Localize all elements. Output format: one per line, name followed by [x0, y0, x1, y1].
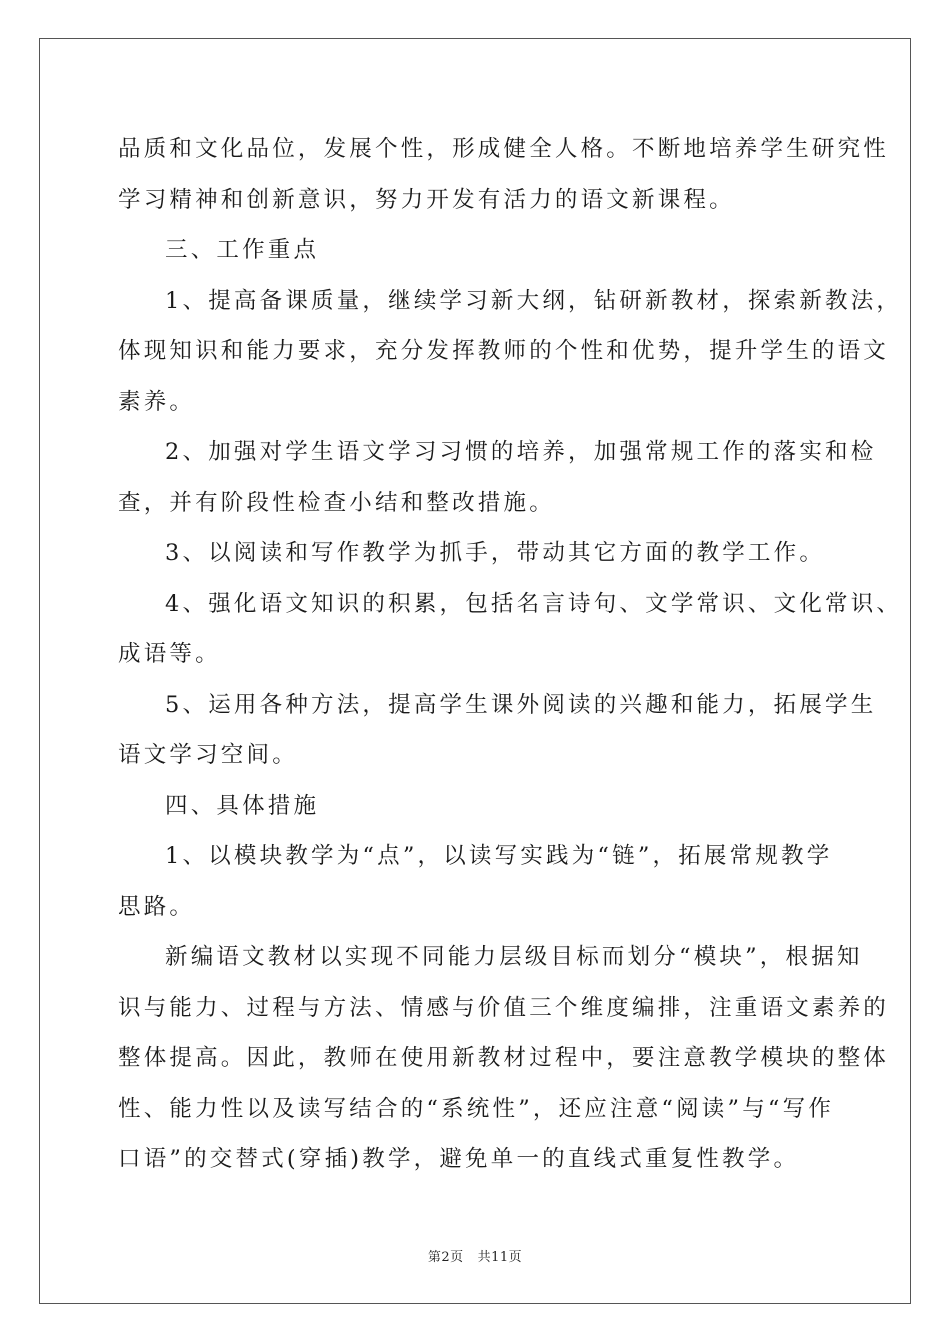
text-line: 口语”的交替式(穿插)教学，避免单一的直线式重复性教学。: [118, 1146, 800, 1172]
text-line: 4、强化语文知识的积累，包括名言诗句、文学常识、文化常识、: [165, 590, 903, 617]
text-line: 思路。: [118, 893, 196, 920]
current-page-label: 第2页: [427, 1250, 464, 1265]
text-line: 性、能力性以及读写结合的“系统性”，还应注意“阅读”与“写作: [118, 1095, 835, 1122]
document-body: [118, 124, 903, 1185]
text-line: 查，并有阶段性检查小结和整改措施。: [118, 489, 555, 516]
text-line: 四、具体措施: [165, 792, 320, 819]
text-line: 体现知识和能力要求，充分发挥教师的个性和优势，提升学生的语文: [118, 338, 890, 364]
text-line: 1、提高备课质量，继续学习新大纲，钻研新教材，探索新教法，: [165, 287, 903, 314]
text-line: 素养。: [118, 388, 196, 415]
total-pages-label: 共11页: [477, 1250, 523, 1265]
text-line: 2、加强对学生语文学习习惯的培养，加强常规工作的落实和检: [165, 439, 877, 465]
text-line: 成语等。: [118, 641, 221, 667]
text-line: 三、工作重点: [165, 237, 320, 263]
text-line: 整体提高。因此，教师在使用新教材过程中，要注意教学模块的整体: [118, 1045, 890, 1071]
text-line: 学习精神和创新意识，努力开发有活力的语文新课程。: [118, 186, 735, 213]
text-line: 识与能力、过程与方法、情感与价值三个维度编排，注重语文素养的: [118, 994, 890, 1021]
text-line: 品质和文化品位，发展个性，形成健全人格。不断地培养学生研究性: [118, 136, 890, 162]
page-footer: [0, 1246, 950, 1265]
text-line: 1、以模块教学为“点”，以读写实践为“链”，拓展常规教学: [165, 843, 833, 869]
text-line: 3、以阅读和写作教学为抓手，带动其它方面的教学工作。: [165, 540, 826, 566]
text-line: 语文学习空间。: [118, 742, 298, 768]
text-line: 新编语文教材以实现不同能力层级目标而划分“模块”，根据知: [165, 944, 863, 970]
text-line: 5、运用各种方法，提高学生课外阅读的兴趣和能力，拓展学生: [165, 691, 877, 718]
